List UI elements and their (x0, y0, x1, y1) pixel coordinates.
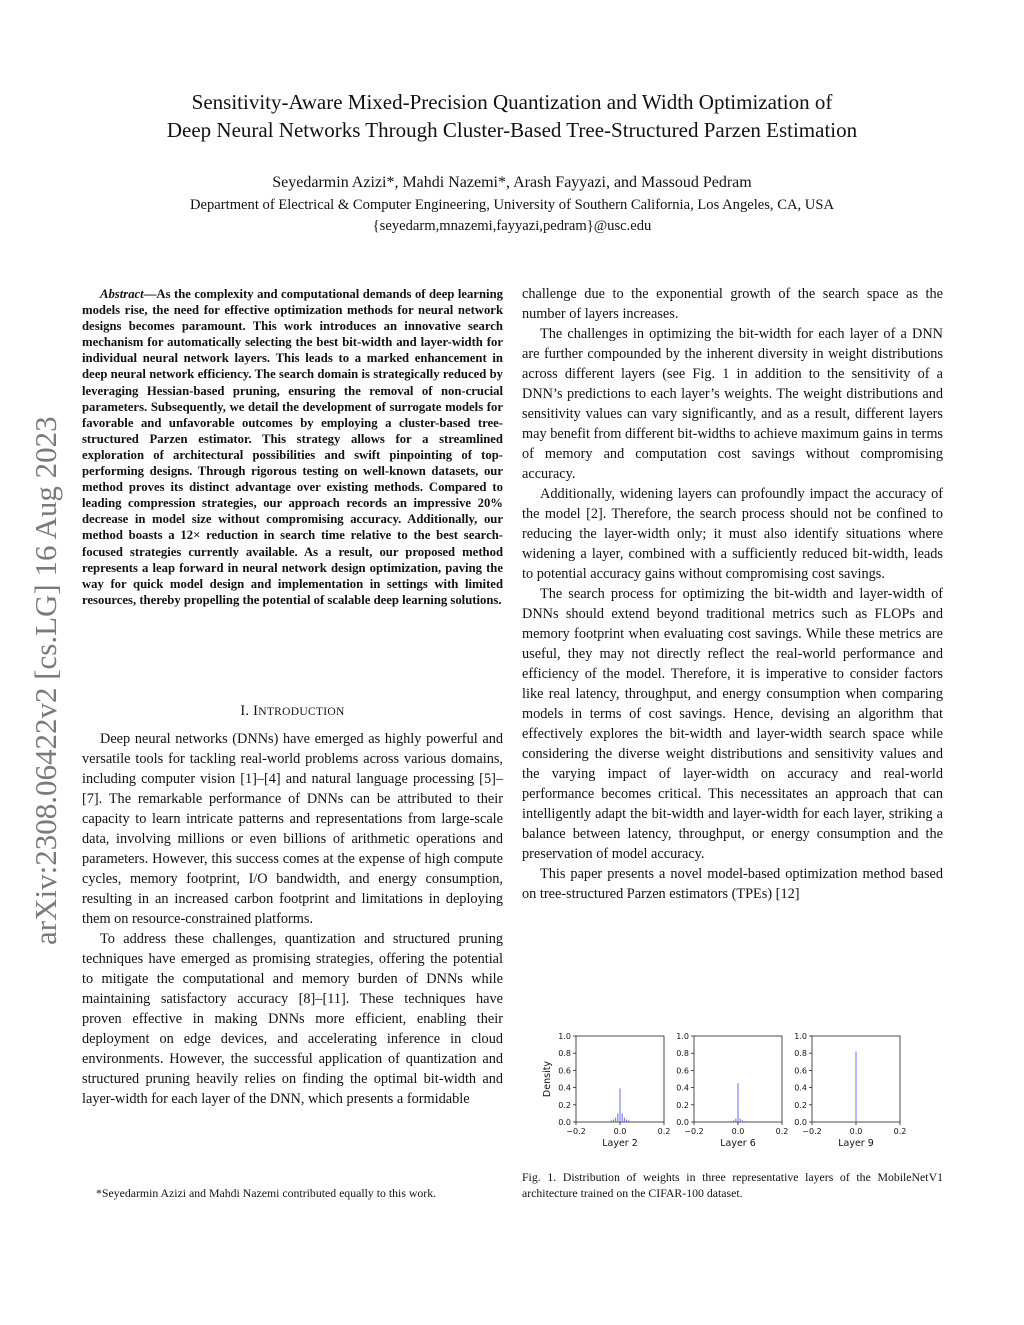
y-axis-label: Density (542, 1060, 553, 1098)
y-tick-label: 0.0 (794, 1118, 807, 1127)
x-tick-label: −0.2 (802, 1127, 822, 1136)
x-axis-label: Layer 2 (602, 1138, 638, 1149)
y-tick-label: 0.4 (676, 1083, 689, 1093)
paragraph: Deep neural networks (DNNs) have emerged as highly powerful and versatile tools for tackling real-world problems across various domains, including computer vision [1]–[4] and natural language processing [5]–[7]. The remarkable performance of DNNs can be attributed to their capacity to learn intricate patterns and representations from large-scale data, involving millions or even billions of arithmetic operations and parameters. However, this success comes at the expense of high compute cycles, memory footprint, I/O bandwidth, and energy consumption, resulting in an increased carbon footprint and limitations in deploying them on resource-constrained platforms. (82, 731, 503, 927)
x-tick-label: 0.0 (849, 1127, 863, 1136)
arxiv-id: arXiv:2308.06422v2 [cs.LG] 16 Aug 2023 (28, 416, 63, 945)
y-tick-label: 0.8 (558, 1049, 571, 1059)
title-line: Deep Neural Networks Through Cluster-Based Tree-Structured Parzen Estimation (166, 118, 858, 142)
paragraph: challenge due to the exponential growth of the search space as the number of layers increases. (522, 286, 943, 322)
paper-title (0, 88, 1024, 144)
abstract (82, 286, 503, 608)
y-tick-label: 0.4 (794, 1083, 807, 1093)
histogram-bar (855, 1051, 856, 1122)
y-tick-label: 0.8 (676, 1049, 689, 1059)
abstract-text: —As the complexity and computational demands of deep learning models rise, the need for effective optimization methods for neural network designs becomes paramount. This work introduces an innovative search mechanism for automatically selecting the best bit-width and layer-width for individual neural network layers. This leads to a marked enhancement in deep neural network efficiency. The search domain is strategically reduced by leveraging Hessian-based pruning, ensuring the removal of non-crucial parameters. Subsequently, we detail the development of surrogate models for favorable and unfavorable outcomes by employing a cluster-based tree-structured Parzen estimator. This strategy allows for a streamlined exploration of architectural possibilities and swift pinpointing of top-performing designs. Through rigorous testing on well-known datasets, our method proves its distinct advantage over existing methods. Compared to leading compression strategies, our approach records an impressive 20% decrease in model size without compromising accuracy. Additionally, our method boasts a 12× reduction in search time relative to the best search-focused strategies currently available. As a result, our proposed method represents a leap forward in neural network design optimization, paving the way for quick model design and implementation in settings with limited resources, thereby propelling the potential of scalable deep learning solutions. (82, 287, 503, 607)
chart-panel (794, 1032, 906, 1149)
histogram-bar (611, 1120, 612, 1122)
y-tick-label: 0.0 (676, 1118, 689, 1127)
left-column-body (82, 729, 503, 1109)
y-tick-label: 0.4 (558, 1083, 571, 1093)
histogram-bar (735, 1119, 736, 1122)
y-tick-label: 0.6 (676, 1066, 689, 1076)
histogram-bar (617, 1113, 618, 1122)
x-axis-label: Layer 9 (838, 1138, 874, 1149)
author-emails: {seyedarm,mnazemi,fayyazi,pedram}@usc.edu (372, 218, 652, 234)
y-tick-label: 0.6 (794, 1066, 807, 1076)
y-tick-label: 1.0 (558, 1032, 571, 1041)
histogram-bar (744, 1121, 745, 1122)
y-tick-label: 0.2 (676, 1100, 689, 1110)
histogram-bar (613, 1119, 614, 1122)
histogram-bar (619, 1088, 620, 1122)
histogram-bar (731, 1121, 732, 1122)
histogram-bar (733, 1120, 734, 1122)
section-numeral: I. I (240, 703, 259, 719)
x-tick-label: 0.2 (893, 1127, 907, 1136)
right-column-body (522, 284, 943, 904)
x-tick-label: 0.2 (657, 1127, 671, 1136)
paragraph: The challenges in optimizing the bit-width for each layer of a DNN are further compounded by the inherent diversity in weight distributions across different layers (see Fig. 1 in addition to the sensitivity of a DNN’s predictions to each layer’s weights. The weight distributions and sensitivity values can vary significantly, and as a result, different layers may benefit from different bit-widths to achieve maximum gains in terms of memory and computation cost savings without compromising accuracy. (522, 326, 943, 482)
histogram-bar (737, 1083, 738, 1122)
histogram-bar (622, 1113, 623, 1122)
section-heading (82, 703, 503, 720)
paragraph: The search process for optimizing the bit-width and layer-width of DNNs should extend beyond traditional metrics such as FLOPs and memory footprint when evaluating cost savings. While these metrics are useful, they may not directly reflect the real-world performance and efficiency of the model. Therefore, it is imperative to consider factors like real latency, throughput, and energy consumption when comparing models in terms of cost savings. Hence, devising an algorithm that effectively explores the bit-width and layer-width search space while considering the diverse weight distributions and sensitivity values and the varying impact of layer-width on accuracy and real-world performance becomes critical. This necessitates an approach that can intelligently adapt the bit-width and layer-width for each layer, striking a balance between latency, throughput, or energy consumption and the preservation of model accuracy. (522, 586, 943, 862)
y-tick-label: 1.0 (676, 1032, 689, 1041)
paragraph: To address these challenges, quantization and structured pruning techniques have emerged as promising strategies, offering the potential to mitigate the computational and memory burden of DNNs while maintaining satisfactory accuracy [8]–[11]. These techniques have proven effective in making DNNs more efficient, enabling their deployment on edge devices, and accelerating inference in cloud environments. However, the successful application of quantization and structured pruning heavily relies on finding the optimal bit-width and layer-width for each layer of the DNN, which presents a formidable (82, 931, 503, 1107)
footnote: *Seyedarmin Azizi and Mahdi Nazemi contributed equally to this work. (96, 1186, 437, 1200)
y-tick-label: 0.2 (558, 1100, 571, 1110)
section-title-rest: NTRODUCTION (258, 706, 345, 718)
histogram-bar (608, 1121, 609, 1122)
x-tick-label: 0.0 (613, 1127, 627, 1136)
histogram-bar (628, 1120, 629, 1122)
chart-panel (542, 1032, 670, 1149)
paragraph: Additionally, widening layers can profoundly impact the accuracy of the model [2]. Therefore, the search process should not be confined to reducing the layer-width only; it must also identify situations where widening a layer, combined with a sufficiently reduced bit-width, leads to potential accuracy gains without compromising cost savings. (522, 486, 943, 582)
histogram-bar (615, 1118, 616, 1122)
figure-caption: Fig. 1. Distribution of weights in three representative layers of the MobileNetV1 architecture trained on the CIFAR-100 dataset. (522, 1170, 943, 1200)
y-tick-label: 0.2 (794, 1100, 807, 1110)
author-list: Seyedarmin Azizi*, Mahdi Nazemi*, Arash Fayyazi, and Massoud Pedram (272, 174, 752, 191)
y-tick-label: 1.0 (794, 1032, 807, 1041)
x-tick-label: −0.2 (684, 1127, 704, 1136)
x-tick-label: 0.0 (731, 1127, 745, 1136)
y-tick-label: 0.6 (558, 1066, 571, 1076)
histogram-bar (740, 1119, 741, 1122)
histogram-bar (742, 1120, 743, 1122)
abstract-label: Abstract (100, 287, 144, 301)
x-tick-label: 0.2 (775, 1127, 789, 1136)
figure-weight-distributions (540, 1028, 940, 1153)
histogram-bar (630, 1121, 631, 1122)
y-tick-label: 0.8 (794, 1049, 807, 1059)
x-axis-label: Layer 6 (720, 1138, 756, 1149)
y-tick-label: 0.0 (558, 1118, 571, 1127)
chart-panel (676, 1032, 788, 1149)
histogram-bar (624, 1118, 625, 1122)
affiliation: Department of Electrical & Computer Engineering, University of Southern California, Los Angeles, CA, USA (189, 197, 834, 213)
x-tick-label: −0.2 (566, 1127, 586, 1136)
histogram-bar (626, 1119, 627, 1122)
paragraph: This paper presents a novel model-based optimization method based on tree-structured Parzen estimators (TPEs) [12] (522, 866, 943, 902)
title-line: Sensitivity-Aware Mixed-Precision Quantization and Width Optimization of (191, 90, 833, 114)
